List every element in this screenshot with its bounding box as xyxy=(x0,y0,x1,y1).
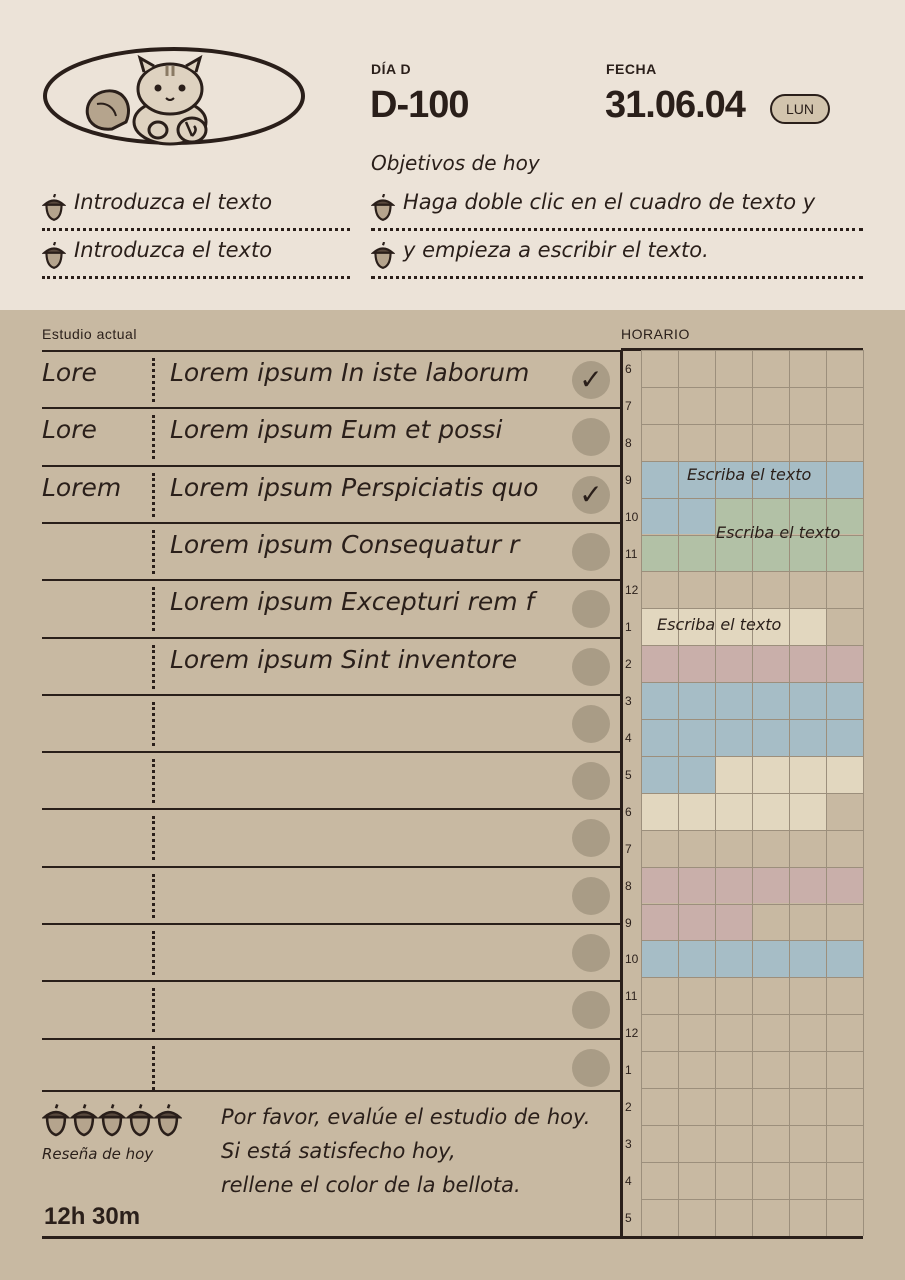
study-table-bottom-rule xyxy=(42,1090,620,1092)
schedule-hour-label: 6 xyxy=(625,362,632,376)
study-task[interactable]: Lorem ipsum In iste laborum xyxy=(170,358,530,387)
study-row xyxy=(42,1038,620,1096)
review-acorn-icon xyxy=(98,1104,126,1138)
study-check-toggle[interactable] xyxy=(572,648,610,686)
goal-underline xyxy=(42,276,350,279)
schedule-title: HORARIO xyxy=(621,326,690,342)
schedule-note[interactable]: Escriba el texto xyxy=(657,615,782,634)
study-row-separator xyxy=(152,358,155,402)
acorn-bullet-icon xyxy=(371,242,395,270)
study-row xyxy=(42,866,620,924)
study-subject[interactable]: Lore xyxy=(42,358,97,387)
schedule-hour-label: 4 xyxy=(625,731,632,745)
study-row xyxy=(42,751,620,809)
study-row xyxy=(42,465,620,523)
study-check-toggle[interactable] xyxy=(572,590,610,628)
study-row-separator xyxy=(152,415,155,459)
acorn-bullet-icon xyxy=(42,194,66,222)
goal-right-0[interactable]: Haga doble clic en el cuadro de texto y xyxy=(403,190,816,214)
schedule-hour-label: 11 xyxy=(625,546,638,561)
schedule-hour-label: 7 xyxy=(625,398,632,413)
schedule-hour-label: 2 xyxy=(625,1100,632,1114)
schedule-left-rule xyxy=(620,350,623,1236)
schedule-hour-label: 2 xyxy=(625,657,632,672)
check-mark-icon: ✓ xyxy=(579,477,603,511)
study-task[interactable]: Lorem ipsum Perspiciatis quo xyxy=(170,472,539,502)
acorn-bullet-icon xyxy=(371,194,395,222)
schedule-note[interactable]: Escriba el texto xyxy=(716,523,841,542)
study-row xyxy=(42,579,620,637)
squirrel-logo-icon xyxy=(42,44,310,148)
schedule-hour-label: 12 xyxy=(625,1026,639,1041)
study-check-toggle[interactable] xyxy=(572,1049,610,1087)
study-row-separator xyxy=(152,587,155,631)
total-study-time[interactable]: 12h 30m xyxy=(44,1203,141,1230)
schedule-hour-label: 8 xyxy=(625,878,632,893)
study-title: Estudio actual xyxy=(42,326,137,342)
schedule-hour-label: 10 xyxy=(625,952,639,967)
study-subject[interactable]: Lore xyxy=(42,415,97,445)
schedule-hour-label: 10 xyxy=(625,509,639,524)
study-check-toggle[interactable] xyxy=(572,361,610,399)
study-row-separator xyxy=(152,931,155,975)
page-bottom-rule xyxy=(42,1236,863,1239)
study-row xyxy=(42,407,620,465)
schedule-note[interactable]: Escriba el texto xyxy=(687,465,812,484)
goal-underline xyxy=(42,228,350,231)
acorn-bullet-icon xyxy=(42,242,66,270)
study-row-separator xyxy=(152,1046,155,1090)
schedule-hour-label: 1 xyxy=(625,1063,632,1078)
review-line-3: rellene el color de la bellota. xyxy=(221,1173,521,1197)
study-row xyxy=(42,637,620,695)
study-subject[interactable]: Lorem xyxy=(42,472,122,502)
study-check-toggle[interactable] xyxy=(572,819,610,857)
schedule-hour-label: 1 xyxy=(625,620,632,635)
study-task[interactable]: Lorem ipsum Sint inventore xyxy=(170,644,518,674)
study-row xyxy=(42,522,620,580)
study-check-toggle[interactable] xyxy=(572,762,610,800)
schedule-vline xyxy=(826,350,827,1236)
schedule-hour-label: 3 xyxy=(625,694,632,709)
study-task[interactable]: Lorem ipsum Eum et possi xyxy=(170,415,503,445)
study-check-toggle[interactable] xyxy=(572,991,610,1029)
schedule-hour-label: 3 xyxy=(625,1136,632,1151)
schedule-hour-label: 7 xyxy=(625,841,632,856)
goal-underline xyxy=(371,228,863,231)
schedule-hour-label: 12 xyxy=(625,583,639,598)
schedule-hour-label: 6 xyxy=(625,804,632,819)
schedule-vline xyxy=(678,350,679,1236)
schedule-hour-label: 4 xyxy=(625,1173,632,1188)
goal-underline xyxy=(371,276,863,279)
weekday-badge[interactable]: LUN xyxy=(770,94,830,124)
study-check-toggle[interactable] xyxy=(572,476,610,514)
study-check-toggle[interactable] xyxy=(572,934,610,972)
study-row xyxy=(42,923,620,981)
review-acorn-icon xyxy=(126,1104,154,1138)
study-row-separator xyxy=(152,874,155,918)
review-label: Reseña de hoy xyxy=(42,1145,154,1163)
study-row-separator xyxy=(152,702,155,746)
study-row xyxy=(42,350,620,408)
goal-right-1[interactable]: y empieza a escribir el texto. xyxy=(403,238,709,262)
study-check-toggle[interactable] xyxy=(572,533,610,571)
dday-label: DÍA D xyxy=(371,61,412,77)
study-check-toggle[interactable] xyxy=(572,418,610,456)
study-row xyxy=(42,808,620,866)
schedule-block[interactable] xyxy=(641,793,826,830)
review-acorn-icon xyxy=(42,1104,70,1138)
review-line-2: Si está satisfecho hoy, xyxy=(221,1139,456,1163)
schedule-hour-label: 11 xyxy=(625,989,638,1004)
study-task[interactable]: Lorem ipsum Excepturi rem f xyxy=(170,587,535,617)
review-line-1: Por favor, evalúe el estudio de hoy. xyxy=(221,1105,591,1129)
schedule-hour-label: 5 xyxy=(625,1210,632,1225)
schedule-hour-label: 9 xyxy=(625,915,632,930)
study-check-toggle[interactable] xyxy=(572,705,610,743)
study-check-toggle[interactable] xyxy=(572,877,610,915)
study-row xyxy=(42,980,620,1038)
review-acorn-icon xyxy=(154,1104,182,1138)
dday-value[interactable]: D-100 xyxy=(370,84,469,126)
goals-title: Objetivos de hoy xyxy=(371,151,540,175)
schedule-vline xyxy=(863,350,864,1236)
goal-left-1[interactable]: Introduzca el texto xyxy=(74,238,273,262)
study-row-separator xyxy=(152,645,155,689)
schedule-hour-label: 8 xyxy=(625,435,632,450)
date-label: FECHA xyxy=(606,61,657,77)
study-row-separator xyxy=(152,759,155,803)
schedule-block[interactable] xyxy=(641,904,752,941)
study-row-separator xyxy=(152,816,155,860)
date-value[interactable]: 31.06.04 xyxy=(605,84,745,126)
study-row-separator xyxy=(152,530,155,574)
schedule-hour-label: 9 xyxy=(625,472,632,487)
study-task[interactable]: Lorem ipsum Consequatur r xyxy=(170,529,520,559)
study-row-separator xyxy=(152,473,155,517)
goal-left-0[interactable]: Introduzca el texto xyxy=(74,190,273,214)
study-row-separator xyxy=(152,988,155,1032)
study-row xyxy=(42,694,620,752)
check-mark-icon: ✓ xyxy=(579,363,603,396)
schedule-vline xyxy=(641,350,642,1236)
review-acorn-icon xyxy=(70,1104,98,1138)
schedule-hour-label: 5 xyxy=(625,767,632,782)
